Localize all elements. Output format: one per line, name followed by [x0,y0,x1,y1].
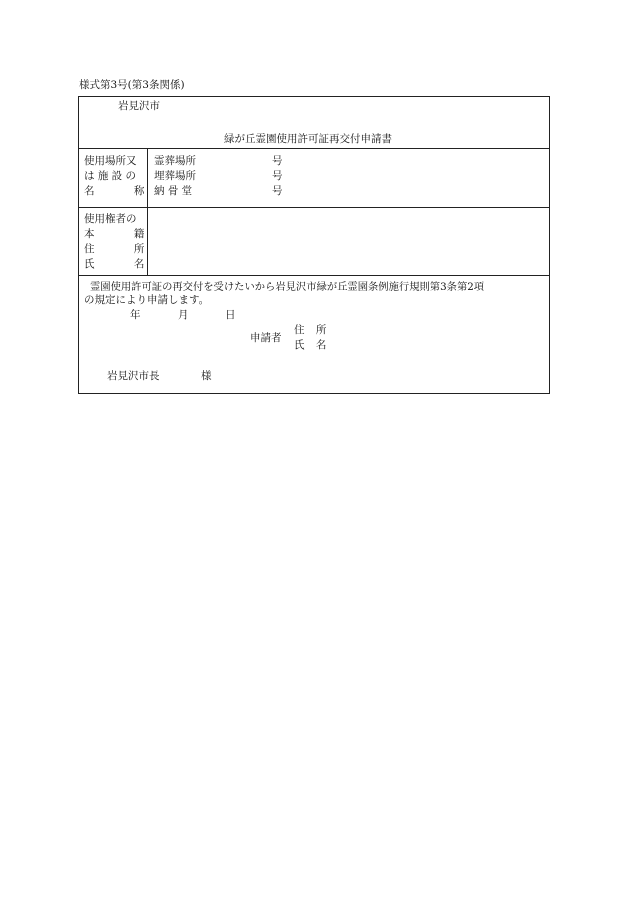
addressee-mayor: 岩見沢市長 [107,370,160,382]
date-day: 日 [225,309,236,321]
divider-label-column-1 [147,148,148,207]
facility-row-2-type: 埋葬場所 [154,170,196,182]
holder-label-domicile: 本 籍 [84,228,145,240]
holder-label-name: 氏 名 [84,258,145,270]
location-label-line-3: 名 称 [84,185,145,197]
applicant-label: 申請者 [250,332,282,344]
facility-row-3-number-label: 号 [272,185,283,197]
form-title: 緑が丘霊園使用許可証再交付申請書 [224,133,392,145]
date-year: 年 [130,309,141,321]
statement-line-1: 霊園使用許可証の再交付を受けたいから岩見沢市緑が丘霊園条例施行規則第3条第2項 [90,281,485,293]
divider-holder [78,275,550,276]
holder-label-title: 使用権者の [84,213,137,225]
location-label-line-2: は 施 設 の [84,170,137,182]
facility-row-1-type: 霊葬場所 [154,155,196,167]
date-month: 月 [178,309,189,321]
divider-location [78,207,550,208]
divider-header [78,148,550,149]
addressee-honorific: 様 [201,370,212,382]
holder-label-address: 住 所 [84,243,145,255]
divider-label-column-2 [147,207,148,275]
form-number: 様式第3号(第3条関係) [79,79,185,91]
location-label-line-1: 使用場所又 [84,155,137,167]
applicant-name-label: 氏 名 [294,339,327,351]
city-name: 岩見沢市 [118,100,160,112]
statement-line-2: の規定により申請します。 [84,294,210,306]
facility-row-3-type: 納 骨 堂 [154,185,193,197]
facility-row-1-number-label: 号 [272,155,283,167]
facility-row-2-number-label: 号 [272,170,283,182]
applicant-address-label: 住 所 [294,324,327,336]
